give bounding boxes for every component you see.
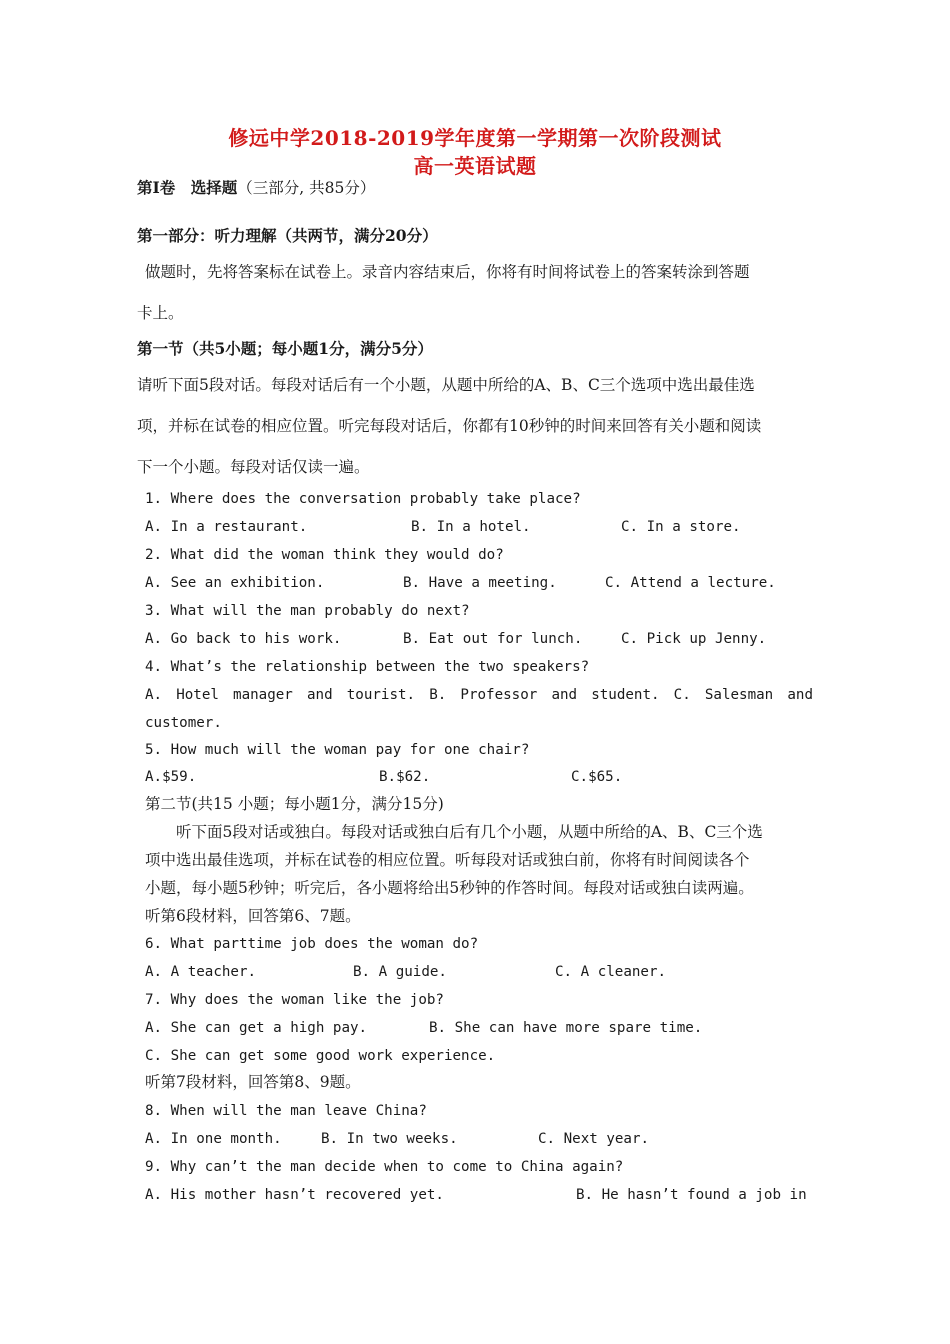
option-b: B. He hasn’t found a job in: [576, 1187, 807, 1203]
option-b: B. In a hotel.: [411, 519, 531, 535]
question-options-line: A. Hotel manager and tourist. B. Professor and student. C. Salesman and: [145, 687, 813, 703]
material-instruction: 听第6段材料，回答第6、7题。: [145, 907, 361, 925]
question-stem: 9. Why can’t the man decide when to come to China again?: [145, 1159, 624, 1175]
volume-heading: [137, 178, 817, 198]
part1-intro-line1: 做题时，先将答案标在试卷上。录音内容结束后，你将有时间将试卷上的答案转涂到答题: [145, 263, 750, 281]
section2-intro-line1: 听下面5段对话或独白。每段对话或独白后有几个小题，从题中所给的A、B、C三个选: [176, 823, 763, 841]
option-b: B. She can have more spare time.: [429, 1020, 703, 1036]
option-a: A. His mother hasn’t recovered yet.: [145, 1187, 444, 1203]
exam-title: 修远中学2018-2019学年度第一学期第一次阶段测试: [228, 126, 722, 150]
option-c: C. A cleaner.: [555, 964, 667, 980]
option-b: B. Eat out for lunch.: [403, 631, 583, 647]
option-c: C.$65.: [571, 769, 623, 785]
option-c: C. Next year.: [538, 1131, 650, 1147]
question-stem: 2. What did the woman think they would do?: [145, 547, 504, 563]
option-a: A. See an exhibition.: [145, 575, 325, 591]
section1-intro-line3: 下一个小题。每段对话仅读一遍。: [137, 458, 370, 476]
part1-heading: 第一部分：听力理解（共两节，满分20分）: [137, 226, 438, 245]
question-options-line: customer.: [145, 715, 222, 731]
volume-label: 第I卷 选择题: [137, 178, 238, 197]
question-stem: 3. What will the man probably do next?: [145, 603, 470, 619]
section2-intro-line2: 项中选出最佳选项，并标在试卷的相应位置。听每段对话或独白前，你将有时间阅读各个: [145, 851, 750, 869]
option-b: B. Have a meeting.: [403, 575, 557, 591]
option-a: A. A teacher.: [145, 964, 257, 980]
option-a: A. In one month.: [145, 1131, 282, 1147]
part1-intro-line2: 卡上。: [137, 304, 184, 322]
option-c: C. Pick up Jenny.: [621, 631, 767, 647]
option-b: B. In two weeks.: [321, 1131, 458, 1147]
option-b: B. A guide.: [353, 964, 447, 980]
option-a: A. She can get a high pay.: [145, 1020, 368, 1036]
section1-intro-line1: 请听下面5段对话。每段对话后有一个小题，从题中所给的A、B、C三个选项中选出最佳选: [137, 376, 755, 394]
material-instruction: 听第7段材料，回答第8、9题。: [145, 1073, 361, 1091]
option-a: A. In a restaurant.: [145, 519, 308, 535]
option-c: C. In a store.: [621, 519, 741, 535]
question-stem: 6. What parttime job does the woman do?: [145, 936, 479, 952]
question-stem: 4. What’s the relationship between the two speakers?: [145, 659, 590, 675]
question-stem: 1. Where does the conversation probably take place?: [145, 491, 581, 507]
section2-intro-line3: 小题，每小题5秒钟；听完后，各小题将给出5秒钟的作答时间。每段对话或独白读两遍。: [145, 879, 754, 897]
question-stem: 8. When will the man leave China?: [145, 1103, 427, 1119]
section1-intro-line2: 项，并标在试卷的相应位置。听完每段对话后，你都有10秒钟的时间来回答有关小题和阅读: [137, 417, 762, 435]
option-a: A.$59.: [145, 769, 197, 785]
option-a: A. Go back to his work.: [145, 631, 342, 647]
option-b: B.$62.: [379, 769, 431, 785]
volume-note: （三部分, 共85分）: [237, 179, 376, 197]
question-stem: 5. How much will the woman pay for one chair?: [145, 742, 530, 758]
section2-heading: 第二节(共15 小题；每小题1分，满分15分): [145, 795, 444, 813]
exam-subtitle: 高一英语试题: [413, 154, 537, 178]
section1-heading: 第一节（共5小题；每小题1分，满分5分）: [137, 339, 433, 358]
question-stem: 7. Why does the woman like the job?: [145, 992, 444, 1008]
option-c: C. Attend a lecture.: [605, 575, 776, 591]
option-c: C. She can get some good work experience.: [145, 1048, 496, 1064]
